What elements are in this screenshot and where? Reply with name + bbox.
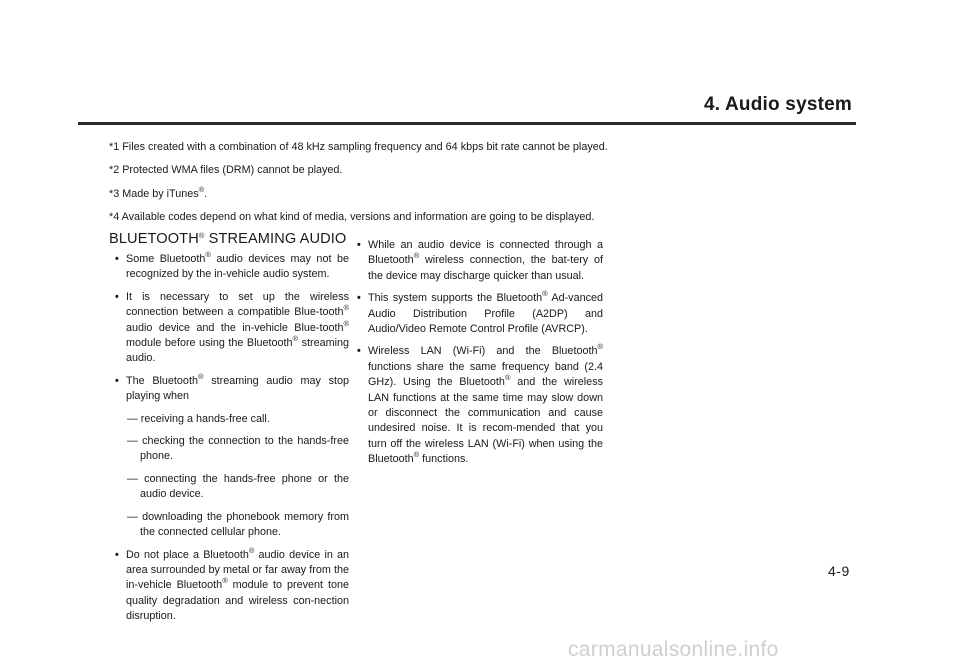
header-rule xyxy=(78,122,856,125)
sub-item-text: receiving a hands-free call. xyxy=(140,412,270,425)
bullet-text: Ad-vanced Audio Distribution Profile (A2DP) and Audio/Video Remote Control Profile (AVRCP). xyxy=(368,292,603,336)
section-title: 4. Audio system xyxy=(703,94,852,115)
registered-mark: ® xyxy=(542,289,548,299)
registered-mark: ® xyxy=(413,450,420,460)
bullet-item xyxy=(351,291,603,337)
left-column xyxy=(109,230,349,632)
registered-mark: ® xyxy=(504,373,511,383)
bullet-item xyxy=(351,238,603,284)
registered-mark: ® xyxy=(197,371,204,381)
registered-mark: ® xyxy=(597,342,603,352)
footnotes xyxy=(109,140,869,234)
registered-mark: ® xyxy=(343,303,349,313)
registered-mark: ® xyxy=(198,231,205,240)
bullet-dot: • xyxy=(115,374,119,387)
sub-item xyxy=(115,510,349,541)
bullet-dot: • xyxy=(357,292,361,305)
registered-mark: ® xyxy=(222,576,228,586)
heading-part-b: STREAMING AUDIO xyxy=(208,231,347,247)
sub-item-text: downloading the phonebook memory from the connected cellular phone. xyxy=(140,510,349,539)
bullet-text: Some Bluetooth xyxy=(126,253,206,265)
footnote-1: *1 Files created with a combination of 48 kHz sampling frequency and 64 kbps bit rate cannot be played. xyxy=(109,141,608,153)
bullet-dot: • xyxy=(357,345,361,358)
bullet-text: The Bluetooth xyxy=(126,374,198,387)
bullet-text: and the wireless LAN functions at the same time may slow down or disconnect the communication and cause undesired noise. It is recom-mended that you turn off the wireless LAN (Wi-Fi) when using the Bluetooth xyxy=(368,376,603,466)
bullet-text: This system supports the Bluetooth xyxy=(368,292,543,305)
bullet-text: Wireless LAN (Wi-Fi) and the Bluetooth xyxy=(368,345,598,358)
bullet-dot: • xyxy=(357,239,361,251)
bullet-text: streaming audio may stop playing when xyxy=(126,374,349,403)
registered-mark: ® xyxy=(198,184,205,194)
bullet-text: functions share the same frequency band (2.4 GHz). Using the Bluetooth xyxy=(368,360,603,389)
right-column xyxy=(351,238,603,475)
bullet-text: It is necessary to set up the wireless connection between a compatible Blue-tooth xyxy=(126,290,349,319)
bullet-text: wireless connection, the bat-tery of the device may discharge quicker than usual. xyxy=(368,254,603,282)
bullet-text: Do not place a Bluetooth xyxy=(126,548,249,561)
dash-mark: — xyxy=(127,472,138,485)
bullet-dot: • xyxy=(115,290,119,303)
sub-item xyxy=(115,412,349,427)
heading-part-a: BLUETOOTH xyxy=(109,231,199,247)
bullet-dot: • xyxy=(115,548,119,561)
sub-item xyxy=(115,472,349,503)
sub-item-text: connecting the hands-free phone or the audio device. xyxy=(140,472,350,501)
watermark: carmanualsonline.info xyxy=(568,638,779,661)
footnote-4: *4 Available codes depend on what kind of media, versions and information are going to be displayed. xyxy=(109,211,595,224)
page-number: 4-9 xyxy=(828,563,850,579)
footnote-3-period: . xyxy=(204,187,208,200)
bullet-text: audio devices may not be recognized by the in-vehicle audio system. xyxy=(126,253,349,281)
bullet-item xyxy=(109,545,350,625)
sub-item xyxy=(115,434,349,465)
bullet-text: module before using the Bluetooth xyxy=(126,337,293,350)
bullet-item xyxy=(109,252,349,283)
dash-mark: — xyxy=(127,412,138,425)
bullet-item xyxy=(109,290,349,367)
sub-item-text: checking the connection to the hands-free phone. xyxy=(140,435,350,463)
bullet-text: While an audio device is connected through a Bluetooth xyxy=(368,239,603,267)
bullet-item xyxy=(351,344,603,467)
registered-mark: ® xyxy=(248,545,255,555)
bullet-text: module to prevent tone quality degradation and wireless con-nection disruption. xyxy=(126,579,349,623)
registered-mark: ® xyxy=(205,250,211,259)
footnote-2: *2 Protected WMA files (DRM) cannot be played. xyxy=(109,164,343,177)
footnote-3 xyxy=(109,184,869,201)
bullet-text: streaming audio. xyxy=(126,337,350,365)
registered-mark: ® xyxy=(343,318,349,328)
bullet-text: audio device and the in-vehicle Blue-tooth xyxy=(126,321,344,334)
footnote-3-text: *3 Made by iTunes xyxy=(109,187,199,200)
dash-mark: — xyxy=(127,435,138,448)
registered-mark: ® xyxy=(292,334,299,344)
section-heading xyxy=(109,230,349,248)
dash-mark: — xyxy=(127,510,138,523)
bullet-item xyxy=(109,371,349,405)
registered-mark: ® xyxy=(413,251,420,261)
bullet-text: audio device in an area surrounded by metal or far away from the in-vehicle Bluetooth xyxy=(126,548,350,592)
bullet-dot: • xyxy=(115,253,119,265)
bullet-text: functions. xyxy=(419,453,469,466)
